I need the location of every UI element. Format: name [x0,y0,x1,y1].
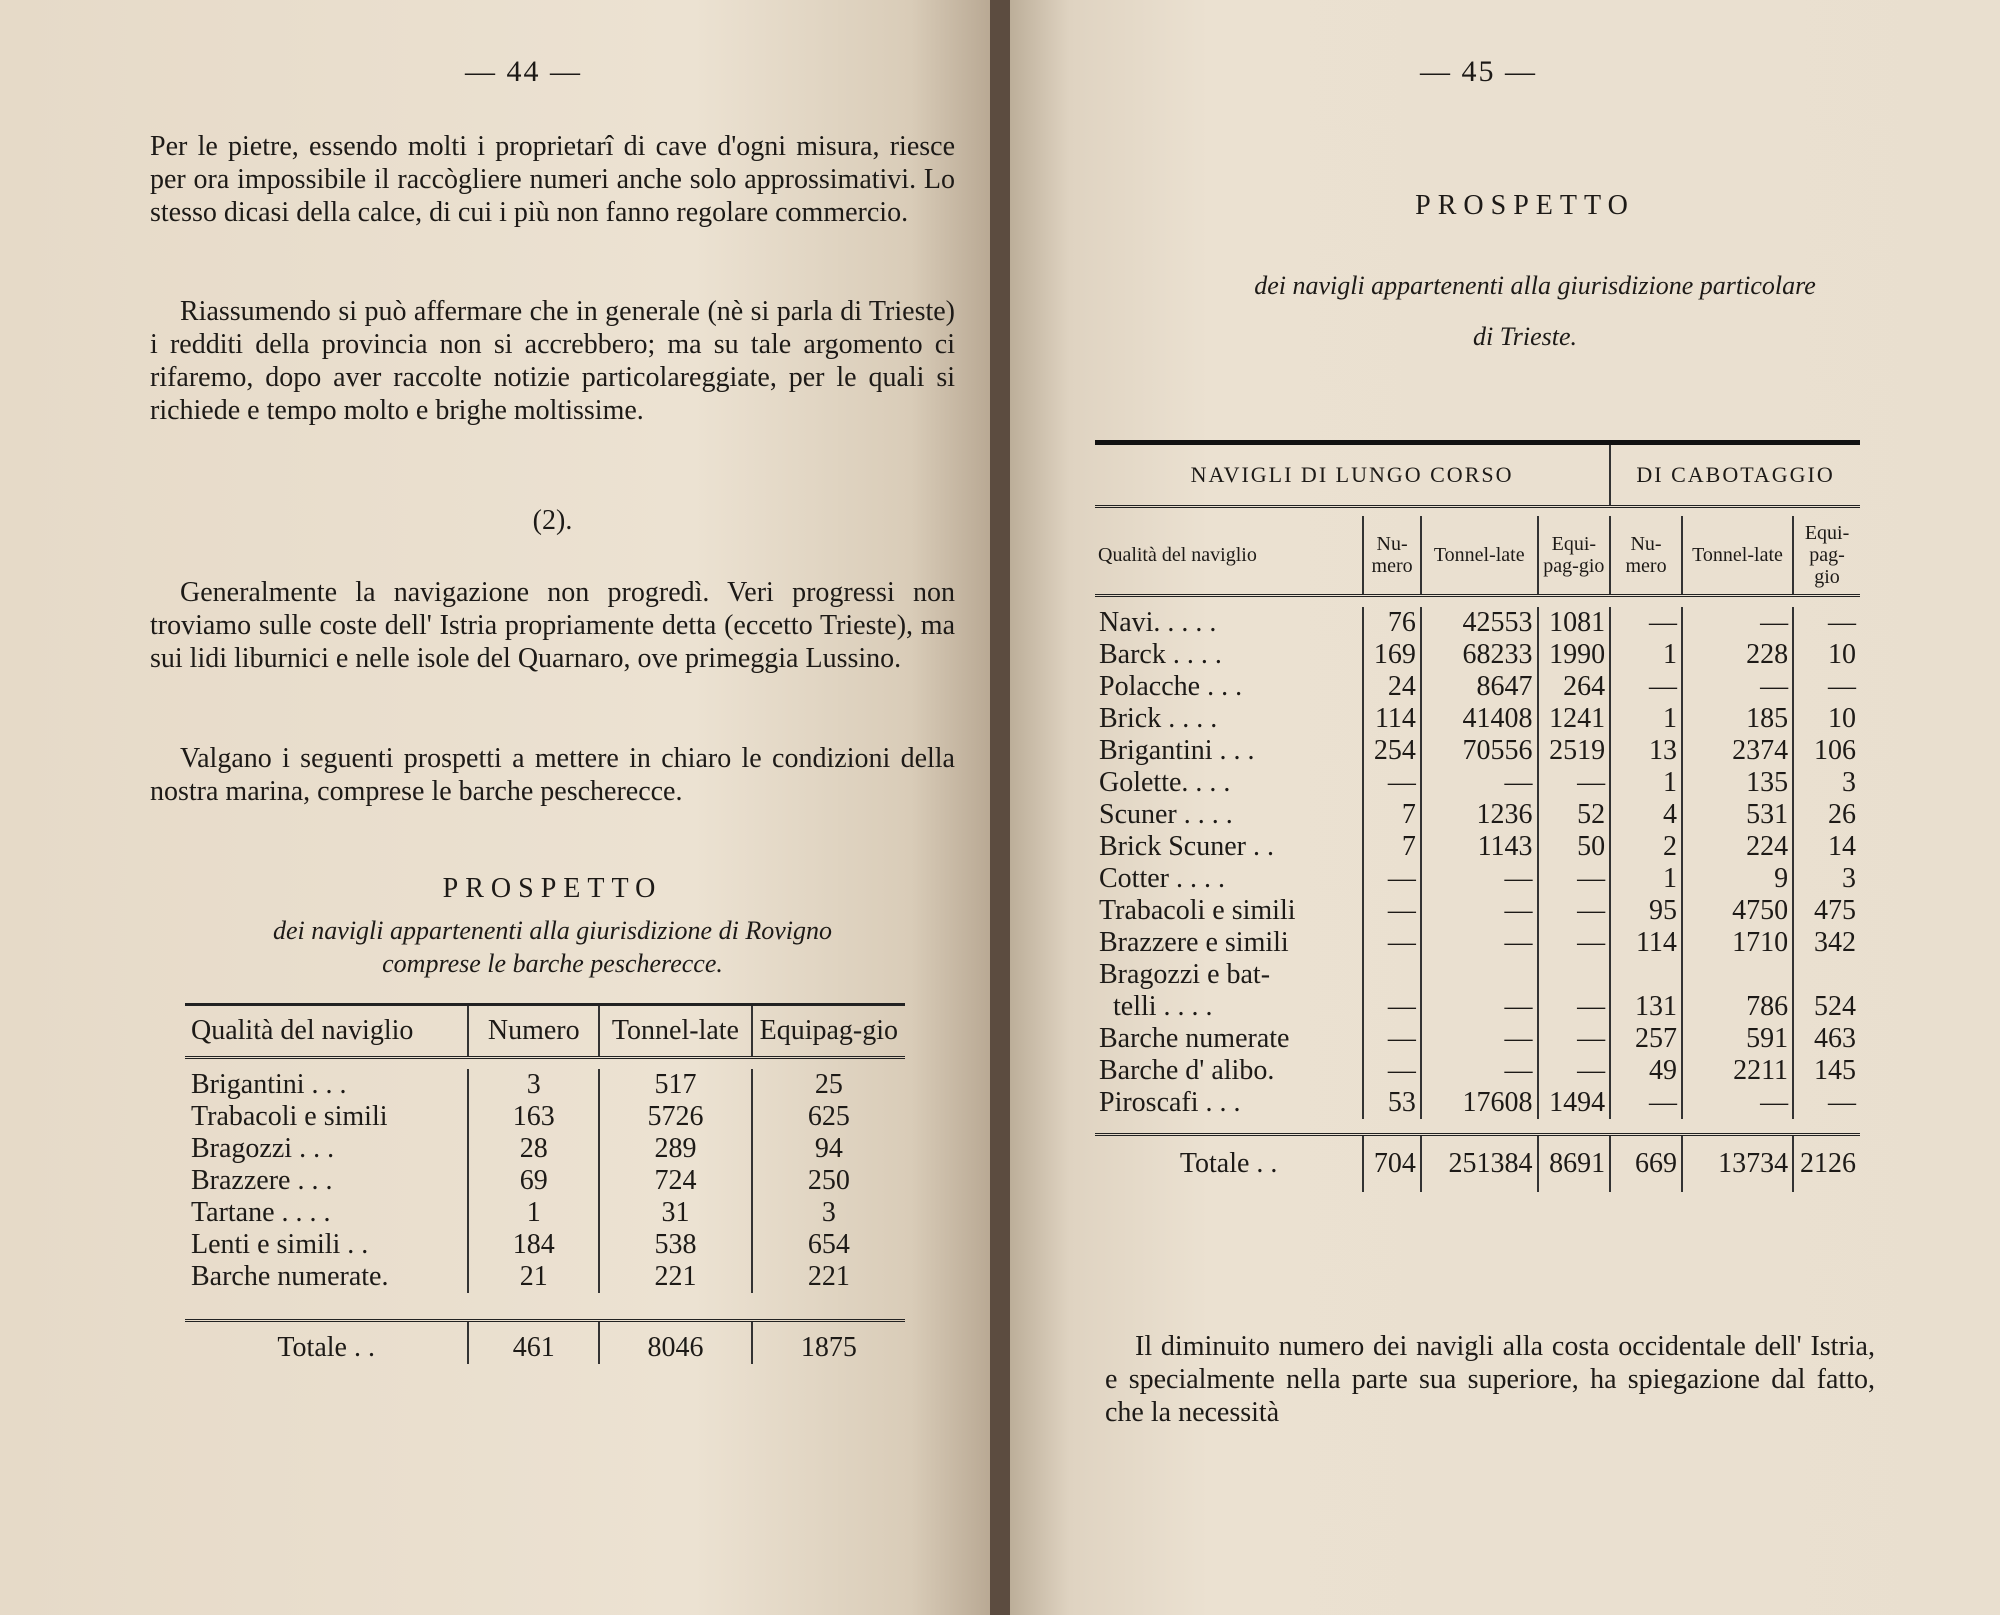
column-header: Tonnel-late [599,1005,752,1058]
table-title: PROSPETTO [442,873,663,904]
paragraph: Valgano i seguenti prospetti a mettere in chiaro le condizioni della nostra marina, comprese le barche pescherecce. [150,743,955,807]
cell: — [1793,671,1860,703]
cell: — [1610,1087,1682,1119]
table-subtitle: dei navigli appartenenti alla giurisdizione particolare [1254,271,1816,300]
cell: — [1421,767,1538,799]
cell: Polacche . . . [1099,671,1243,702]
cell: — [1610,607,1682,639]
cell: 342 [1793,927,1860,959]
total-cell: 251384 [1421,1135,1538,1193]
cell: 8647 [1421,671,1538,703]
group-header-row [1095,443,1860,507]
table-row [1095,991,1860,1023]
cell: 52 [1538,799,1611,831]
cell: 10 [1793,703,1860,735]
cell: 1 [1610,703,1682,735]
total-cell: 669 [1610,1135,1682,1193]
group-header-cabotaggio: DI CABOTAGGIO [1610,443,1860,507]
total-cell: 1875 [752,1321,905,1365]
total-label: Totale . . [185,1321,468,1365]
trieste-table [1095,440,1860,1192]
table-row [1095,703,1860,735]
column-header: Qualità del naviglio [185,1005,468,1058]
table-row [1095,1087,1860,1119]
cell: 13 [1610,735,1682,767]
table-row [1095,767,1860,799]
cell: 475 [1793,895,1860,927]
table-subtitle: comprese le barche pescherecce. [382,949,723,978]
book-gutter [990,0,1010,1615]
cell: — [1363,991,1421,1023]
cell: 185 [1682,703,1793,735]
cell: 221 [752,1261,905,1293]
cell: 224 [1682,831,1793,863]
cell: 49 [1610,1055,1682,1087]
cell: 254 [1363,735,1421,767]
rovigno-table [185,1003,905,1364]
cell: 250 [752,1165,905,1197]
cell: 1 [1610,863,1682,895]
cell: — [1363,895,1421,927]
table-header-row [185,1005,905,1058]
table-row [1095,831,1860,863]
table-row [1095,799,1860,831]
cell: — [1421,991,1538,1023]
cell: 1143 [1421,831,1538,863]
table-row [1095,959,1860,991]
paragraph: Generalmente la navigazione non progredì. Veri progressi non troviamo sulle coste dell' Istria propriamente detta (eccetto Trieste), ma sui lidi liburnici e nelle isole del Quarnaro, ove primeggia Lussino. [150,577,955,674]
cell: Barck . . . . [1099,639,1222,670]
cell: Lenti e simili . . [191,1229,369,1260]
left-page [0,0,990,1615]
cell: — [1363,767,1421,799]
cell: 41408 [1421,703,1538,735]
cell: 69 [468,1165,599,1197]
cell: — [1538,895,1611,927]
cell: 289 [599,1133,752,1165]
cell: — [1421,863,1538,895]
paragraph: Il diminuito numero dei navigli alla costa occidentale dell' Istria, e specialmente nella parte sua superiore, ha spiegazione dal fatto, che la necessità [1105,1331,1875,1428]
cell: 591 [1682,1023,1793,1055]
table-row [1095,927,1860,959]
cell: Brigantini . . . [1099,735,1255,766]
cell: 17608 [1421,1087,1538,1119]
total-cell: 2126 [1793,1135,1860,1193]
cell: 1081 [1538,607,1611,639]
cell: — [1538,767,1611,799]
cell: 654 [752,1229,905,1261]
cell: — [1682,1087,1793,1119]
paragraph: Riassumendo si può affermare che in generale (nè si parla di Trieste) i redditi della provincia non si accrebbero; ma su tale argomento ci rifaremo, dopo aver raccolte notizie particolareggiate, per le quali si richiede e tempo molto e brighe moltissime. [150,296,955,426]
cell: 5726 [599,1101,752,1133]
cell: 1990 [1538,639,1611,671]
cell: 25 [752,1069,905,1101]
cell [1421,959,1538,991]
table-subtitle: dei navigli appartenenti alla giurisdizione di Rovigno [273,916,832,945]
cell: Brigantini . . . [191,1069,347,1100]
cell: 76 [1363,607,1421,639]
table-row [1095,671,1860,703]
cell [1610,959,1682,991]
cell: — [1682,607,1793,639]
cell: Barche numerate. [191,1261,389,1292]
page-number: — 44 — [465,55,582,88]
cell: 724 [599,1165,752,1197]
cell: Bragozzi e bat- [1099,959,1271,990]
cell: 517 [599,1069,752,1101]
table-row [185,1197,905,1229]
cell: 3 [1793,863,1860,895]
cell: Brick Scuner . . [1099,831,1274,862]
cell: 3 [1793,767,1860,799]
column-header: Tonnel-late [1421,516,1538,596]
right-page [1010,0,2000,1615]
cell: 28 [468,1133,599,1165]
cell: 169 [1363,639,1421,671]
page-number: — 45 — [1420,55,1537,88]
table-row [185,1069,905,1101]
cell: 257 [1610,1023,1682,1055]
cell: 24 [1363,671,1421,703]
cell: 524 [1793,991,1860,1023]
cell: 14 [1793,831,1860,863]
cell: 68233 [1421,639,1538,671]
cell: 131 [1610,991,1682,1023]
cell: 145 [1793,1055,1860,1087]
total-label: Totale . . [1095,1135,1363,1193]
table-row [1095,1023,1860,1055]
column-header: Nu-mero [1610,516,1682,596]
paragraph: Per le pietre, essendo molti i proprietarî di cave d'ogni misura, riesce per ora impossibile il raccògliere numeri anche solo approssimativi. Lo stesso dicasi della calce, di cui i più non fanno regolare commercio. [150,131,955,228]
cell: 106 [1793,735,1860,767]
table-header-row [1095,516,1860,596]
table-row [185,1229,905,1261]
table-title: PROSPETTO [1415,190,1635,221]
cell: 53 [1363,1087,1421,1119]
cell: 10 [1793,639,1860,671]
cell: — [1610,671,1682,703]
total-row [185,1321,905,1365]
table-row [1095,1055,1860,1087]
cell: 786 [1682,991,1793,1023]
cell: 95 [1610,895,1682,927]
table-row [1095,863,1860,895]
cell: 9 [1682,863,1793,895]
cell: Navi. . . . . [1099,607,1217,638]
cell: — [1793,607,1860,639]
cell: 3 [468,1069,599,1101]
cell: 1 [1610,639,1682,671]
total-cell: 8046 [599,1321,752,1365]
cell: 163 [468,1101,599,1133]
cell: 26 [1793,799,1860,831]
column-header: Nu-mero [1363,516,1421,596]
cell: — [1421,927,1538,959]
cell: 1 [1610,767,1682,799]
column-header: Equi-pag-gio [1793,516,1860,596]
cell [1793,959,1860,991]
cell: 625 [752,1101,905,1133]
cell: 2519 [1538,735,1611,767]
table-row [185,1165,905,1197]
column-header: Equi-pag-gio [1538,516,1611,596]
cell: 221 [599,1261,752,1293]
cell: — [1421,1055,1538,1087]
cell: 50 [1538,831,1611,863]
cell: 114 [1363,703,1421,735]
cell: Brick . . . . [1099,703,1218,734]
cell: — [1538,863,1611,895]
cell: 3 [752,1197,905,1229]
cell: 114 [1610,927,1682,959]
total-cell: 461 [468,1321,599,1365]
cell: — [1538,991,1611,1023]
cell: 94 [752,1133,905,1165]
cell: Barche d' alibo. [1099,1055,1275,1086]
cell: 70556 [1421,735,1538,767]
cell: 2374 [1682,735,1793,767]
cell: 1241 [1538,703,1611,735]
column-header: Numero [468,1005,599,1058]
total-cell: 8691 [1538,1135,1611,1193]
cell: telli . . . . [1113,991,1213,1022]
cell: 31 [599,1197,752,1229]
table-row [1095,735,1860,767]
table-row [1095,607,1860,639]
cell: 2 [1610,831,1682,863]
cell: Barche numerate [1099,1023,1290,1054]
cell: 531 [1682,799,1793,831]
cell [1682,959,1793,991]
cell: 21 [468,1261,599,1293]
cell: 1 [468,1197,599,1229]
cell: Cotter . . . . [1099,863,1225,894]
cell: 2211 [1682,1055,1793,1087]
cell: 42553 [1421,607,1538,639]
column-header: Qualità del naviglio [1095,516,1363,596]
cell: — [1363,927,1421,959]
cell: — [1421,895,1538,927]
cell: Bragozzi . . . [191,1133,335,1164]
cell: Brazzere . . . [191,1165,333,1196]
cell: 7 [1363,799,1421,831]
cell: — [1538,927,1611,959]
cell: Scuner . . . . [1099,799,1233,830]
cell: Piroscafi . . . [1099,1087,1241,1118]
table-row [185,1261,905,1293]
cell [1363,959,1421,991]
cell: 135 [1682,767,1793,799]
cell: 538 [599,1229,752,1261]
cell: 4750 [1682,895,1793,927]
cell: 264 [1538,671,1611,703]
cell: 1710 [1682,927,1793,959]
cell: — [1793,1087,1860,1119]
column-header: Tonnel-late [1682,516,1793,596]
total-cell: 704 [1363,1135,1421,1193]
cell: 1236 [1421,799,1538,831]
table-row [1095,895,1860,927]
total-cell: 13734 [1682,1135,1793,1193]
cell: Trabacoli e simili [191,1101,388,1132]
cell: 184 [468,1229,599,1261]
cell: 228 [1682,639,1793,671]
cell: 1494 [1538,1087,1611,1119]
table-subtitle: di Trieste. [1472,322,1577,351]
cell: — [1363,1055,1421,1087]
cell: — [1363,863,1421,895]
cell: — [1421,1023,1538,1055]
cell: Golette. . . . [1099,767,1231,798]
table-row [185,1101,905,1133]
column-header: Equipag-gio [752,1005,905,1058]
cell: Trabacoli e simili [1099,895,1296,926]
cell: Tartane . . . . [191,1197,331,1228]
cell [1538,959,1611,991]
cell: Brazzere e simili [1099,927,1289,958]
group-header-lungo-corso: NAVIGLI DI LUNGO CORSO [1095,443,1610,507]
cell: 463 [1793,1023,1860,1055]
total-row [1095,1135,1860,1193]
cell: 4 [1610,799,1682,831]
cell: — [1363,1023,1421,1055]
section-marker: (2). [532,505,573,536]
table-row [185,1133,905,1165]
cell: — [1682,671,1793,703]
cell: — [1538,1023,1611,1055]
table-row [1095,639,1860,671]
cell: — [1538,1055,1611,1087]
cell: 7 [1363,831,1421,863]
